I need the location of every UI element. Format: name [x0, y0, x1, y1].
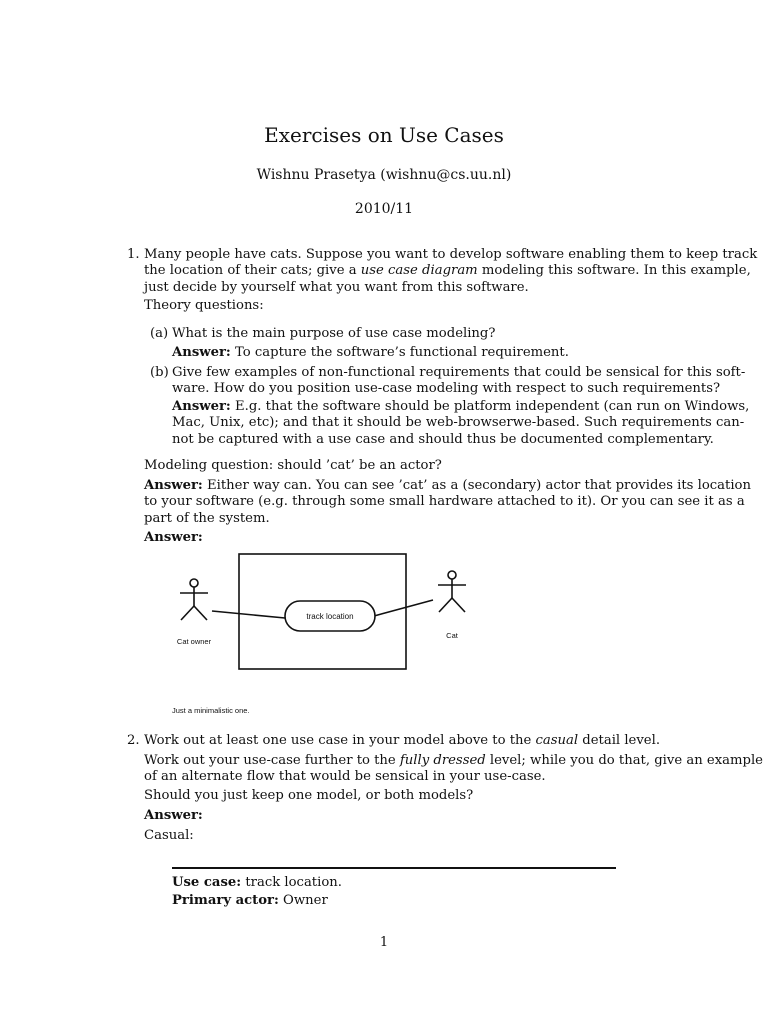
q2-answer-label-text: Answer: — [144, 808, 203, 823]
use-case-label: track location — [306, 612, 354, 621]
q2-line-2-em: fully dressed — [399, 753, 486, 768]
modeling-answer-line-2: to your software (e.g. through some small hardware attached to it). Or you can see it as a — [144, 494, 745, 510]
use-case-row — [172, 875, 342, 891]
primary-actor-row — [172, 893, 328, 909]
cat-owner-actor — [180, 579, 208, 620]
cat-label: Cat — [446, 631, 458, 640]
qa-answer-text: To capture the software’s functional requirement. — [230, 345, 569, 360]
use-case-row-value: track location. — [241, 875, 342, 890]
diagram-caption: Just a minimalistic one. — [172, 706, 250, 715]
diagram-answer-label-text: Answer: — [144, 530, 203, 545]
q2-number: 2. — [127, 733, 140, 748]
primary-actor-row-label: Primary actor: — [172, 893, 279, 908]
q1-line-2-pre: the location of their cats; give a — [144, 263, 361, 279]
date-line: 2010/11 — [354, 201, 414, 217]
qb-label: (b) — [150, 365, 169, 380]
q2-line-3: of an alternate flow that would be sensical in your use-case. — [144, 769, 546, 785]
q1-number: 1. — [127, 247, 140, 262]
q1-line-2-post: modeling this software. In this example, — [477, 263, 751, 279]
table-rule — [172, 867, 616, 869]
modeling-answer-text-1: Either way can. You can see ’cat’ as a (secondary) actor that provides its location — [202, 478, 751, 493]
q2-line-2-pre: Work out your use-case further to the — [144, 753, 400, 768]
diagram-answer-label — [144, 530, 203, 546]
qb-answer-label: Answer: — [172, 399, 231, 414]
q2-line-2-post: level; while you do that, give an example — [485, 753, 763, 768]
cat-actor — [438, 571, 466, 612]
casual-label: Casual: — [144, 828, 194, 843]
modeling-answer-line-3: part of the system. — [144, 510, 270, 526]
qb-answer-text-1: E.g. that the software should be platform independent (can run on Windows, — [230, 399, 750, 414]
document-title: Exercises on Use Cases — [264, 123, 504, 147]
primary-actor-row-value: Owner — [278, 893, 328, 908]
theory-heading: Theory questions: — [144, 298, 264, 313]
modeling-question: Modeling question: should ’cat’ be an actor? — [144, 458, 442, 473]
qa-question: What is the main purpose of use case modeling? — [172, 326, 496, 341]
q1-line-2-em: use case diagram — [360, 263, 478, 279]
q2-line-4: Should you just keep one model, or both models? — [144, 788, 474, 803]
qb-line-2: ware. How do you position use-case modeling with respect to such requirements? — [172, 381, 721, 397]
use-case-diagram — [160, 548, 500, 720]
modeling-answer-line-1 — [144, 478, 751, 494]
q1-line-2 — [144, 263, 751, 279]
q2-line-1 — [144, 733, 660, 749]
q1-line-1: Many people have cats. Suppose you want to develop software enabling them to keep track — [144, 247, 758, 262]
qb-answer-line-1 — [172, 399, 750, 415]
association-cat — [374, 600, 433, 616]
qb-answer — [172, 399, 750, 448]
cat-owner-label: Cat owner — [176, 637, 212, 646]
qa-answer — [172, 345, 569, 361]
q1-text — [144, 247, 758, 296]
q2-line-2 — [144, 753, 763, 769]
qb-line-1: Give few examples of non-functional requirements that could be sensical for this soft- — [172, 365, 746, 380]
q2-line-1-post: detail level. — [578, 733, 661, 748]
modeling-answer-label: Answer: — [144, 478, 203, 493]
page-number: 1 — [379, 935, 389, 950]
qb-answer-line-2: Mac, Unix, etc); and that it should be web-browserwe-based. Such requirements can- — [172, 415, 745, 431]
q1-line-3: just decide by yourself what you want from this software. — [144, 279, 529, 295]
q2-line-1-pre: Work out at least one use case in your model above to the — [144, 733, 536, 748]
qb-question — [172, 365, 746, 398]
qa-label: (a) — [150, 326, 169, 341]
qa-answer-label: Answer: — [172, 345, 231, 360]
author-line: Wishnu Prasetya (wishnu@cs.uu.nl) — [256, 167, 512, 183]
q2-answer-label — [144, 808, 203, 824]
association-owner — [212, 611, 285, 618]
use-case-row-label: Use case: — [172, 875, 242, 890]
q2-paragraph — [144, 753, 763, 786]
q2-line-1-em: casual — [535, 733, 579, 748]
qb-answer-line-3: not be captured with a use case and should thus be documented complementary. — [172, 431, 714, 447]
modeling-answer — [144, 478, 751, 527]
